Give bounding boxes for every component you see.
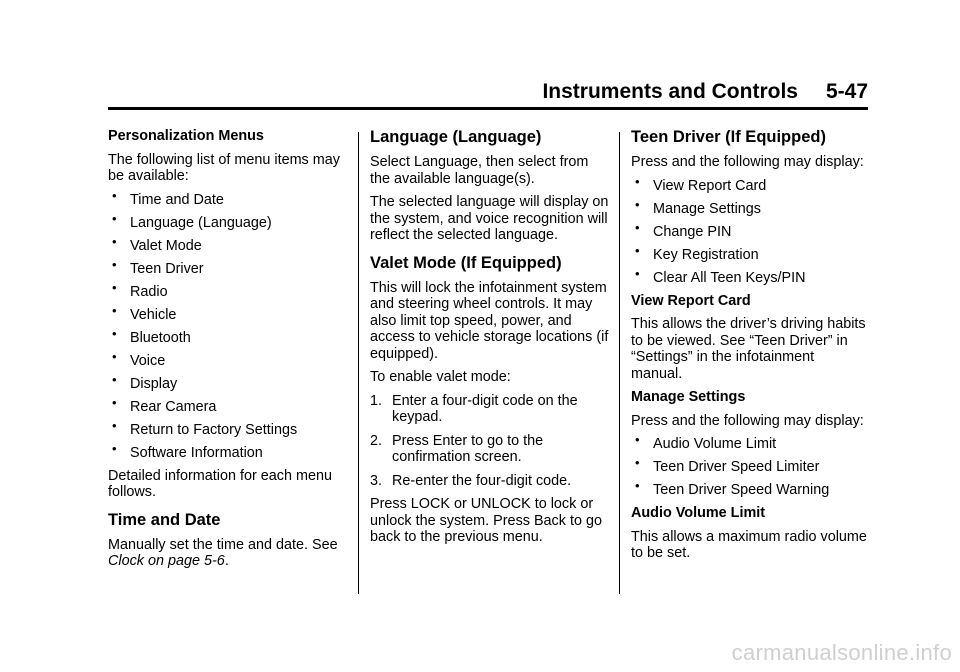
section-title: Instruments and Controls [542, 80, 798, 103]
bullet-icon: • [635, 478, 640, 493]
bullet-icon: • [635, 455, 640, 470]
list-item: • Language (Language) [112, 210, 272, 231]
list-item: • Clear All Teen Keys/PIN [635, 265, 806, 286]
menu-items-list [108, 187, 348, 462]
watermark: carmanualsonline.info [731, 640, 952, 665]
bullet-icon: • [112, 233, 117, 249]
list-item: • Bluetooth [112, 325, 191, 346]
language-paragraph-2: The selected language will display on the system, and voice recognition will reflect the selected language. [370, 194, 609, 243]
view-report-card-subhead: View Report Card [631, 292, 751, 309]
list-item: • Manage Settings [635, 196, 762, 217]
header-rule [108, 107, 868, 110]
list-item: • Radio [112, 279, 168, 300]
bullet-icon: • [635, 242, 640, 258]
list-item: • Teen Driver Speed Warning [635, 478, 830, 498]
language-heading: Language (Language) [370, 128, 542, 146]
valet-steps-list [370, 393, 610, 490]
bullet-icon: • [635, 196, 640, 212]
list-item: • Voice [112, 348, 166, 369]
manage-settings-subhead: Manage Settings [631, 389, 746, 405]
valet-paragraph-2: To enable valet mode: [370, 369, 511, 385]
column-divider-2 [619, 132, 620, 594]
list-item: • Rear Camera [112, 394, 217, 415]
bullet-icon: • [112, 279, 117, 295]
bullet-icon: • [112, 187, 117, 203]
bullet-icon: • [112, 417, 117, 433]
bullet-icon: • [635, 173, 640, 189]
list-item: • Display [112, 371, 178, 392]
list-item: • Software Information [112, 440, 263, 461]
manage-settings-list [631, 432, 869, 499]
valet-paragraph-3: Press LOCK or UNLOCK to lock or unlock the system. Press Back to go back to the previous menu. [370, 496, 602, 545]
view-report-card-text: This allows the driver’s driving habits to be viewed. See “Teen Driver” in “Settings” in the infotainment manual. [631, 316, 866, 382]
menu-outro: Detailed information for each menu follows. [108, 467, 332, 500]
list-item: • Vehicle [112, 302, 177, 323]
column-3 [631, 128, 869, 569]
column-divider-1 [358, 132, 359, 594]
bullet-icon: • [635, 265, 640, 281]
bullet-icon: • [112, 440, 117, 456]
list-item: • Valet Mode [112, 233, 202, 254]
bullet-icon: • [112, 302, 117, 318]
valet-heading: Valet Mode (If Equipped) [370, 253, 562, 272]
clock-page-reference[interactable]: Clock on page 5-6 [108, 553, 225, 569]
valet-paragraph-1: This will lock the infotainment system and steering wheel controls. It may also limit top speed, power, and access to vehicle storage locations (if equipped). [370, 279, 609, 362]
bullet-icon: • [635, 432, 640, 447]
page-header [108, 80, 868, 104]
list-item: 3. Re-enter the four-digit code. [370, 472, 572, 489]
column-2 [370, 128, 610, 553]
list-item: • Time and Date [112, 187, 224, 208]
list-item: • Teen Driver Speed Limiter [635, 455, 820, 475]
page-number: 5-47 [825, 80, 868, 103]
bullet-icon: • [112, 371, 117, 387]
bullet-icon: • [112, 348, 117, 364]
personalization-subhead: Personalization Menus [108, 128, 264, 144]
audio-volume-limit-text: This allows a maximum radio volume to be set. [631, 528, 867, 561]
list-item: 1. Enter a four-digit code on the keypad. [370, 392, 578, 425]
column-1 [108, 128, 348, 577]
bullet-icon: • [112, 394, 117, 410]
list-item: • Audio Volume Limit [635, 432, 777, 452]
teen-driver-heading: Teen Driver (If Equipped) [631, 128, 826, 146]
time-date-text: Manually set the time and date. See Clock on page 5-6. [108, 536, 338, 569]
list-item: • View Report Card [635, 173, 767, 194]
bullet-icon: • [635, 219, 640, 235]
bullet-icon: • [112, 325, 117, 341]
manage-settings-intro: Press and the following may display: [631, 412, 864, 429]
teen-driver-list [631, 173, 869, 287]
list-item: • Return to Factory Settings [112, 417, 298, 438]
teen-driver-intro: Press and the following may display: [631, 154, 864, 170]
audio-volume-limit-subhead: Audio Volume Limit [631, 505, 766, 521]
list-item: • Change PIN [635, 219, 732, 240]
bullet-icon: • [112, 210, 117, 226]
menu-intro: The following list of menu items may be available: [108, 151, 340, 184]
list-item: • Teen Driver [112, 256, 204, 277]
language-paragraph-1: Select Language, then select from the available language(s). [370, 154, 589, 187]
list-item: 2. Press Enter to go to the confirmation screen. [370, 432, 544, 465]
bullet-icon: • [112, 256, 117, 272]
list-item: • Key Registration [635, 242, 759, 263]
time-date-heading: Time and Date [108, 510, 221, 529]
